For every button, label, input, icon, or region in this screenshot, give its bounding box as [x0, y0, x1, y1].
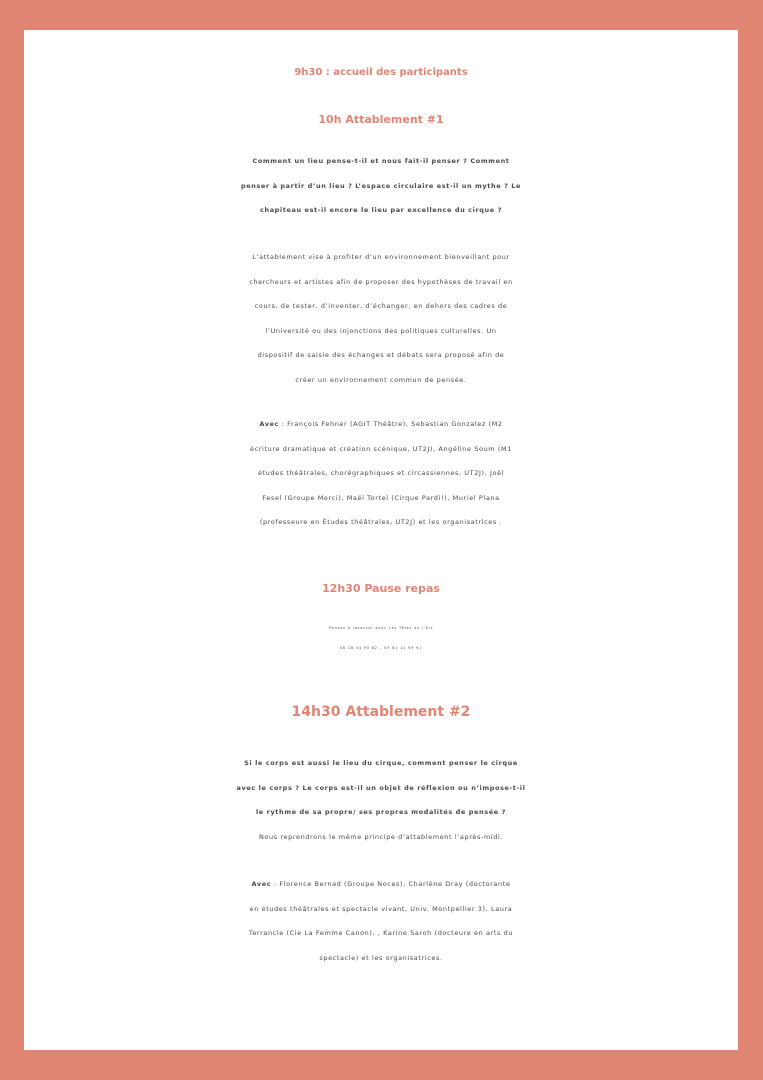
attablement-1-questions — [24, 149, 738, 223]
question-line: le rythme de sa propre/ ses propres modalités de pensée ? — [255, 808, 507, 816]
participants-line: Terrancle (Cie La Femme Canon), , Karine Saroh (docteure en arts du — [248, 929, 514, 937]
participants-line: (professeure en Études théâtrales, UT2J) et les organisatrices . — [259, 518, 503, 526]
question-line: chapiteau est-il encore le lieu par excellence du cirque ? — [260, 206, 502, 214]
participants-line: écriture dramatique et création scénique, UT2J), Angéline Soum (M1 — [250, 444, 512, 453]
principle-line: Nous reprendrons le même principe d’attablement l’après-midi. — [258, 832, 504, 841]
participants-first: : Florence Bernad (Groupe Noces), Charlène Dray (doctorante — [271, 880, 511, 888]
lunch-info — [24, 618, 738, 658]
question-line: Comment un lieu pense-t-il et nous fait-il penser ? Comment — [252, 157, 510, 165]
attablement-2-participants — [24, 872, 738, 970]
participants-line: spectacle) et les organisatrices. — [319, 953, 443, 962]
lunch-heading: 12h30 Pause repas — [322, 582, 440, 595]
participants-line — [24, 412, 738, 437]
description-line: créer un environnement commun de pensée. — [295, 375, 467, 384]
participants-line: en études théâtrales et spectacle vivant, Univ. Montpellier 3), Laura — [249, 904, 513, 913]
avec-label: Avec — [259, 420, 280, 428]
participants-first: : François Fehner (AGIT Théâtre), Sebastian Gonzalez (M2 — [279, 420, 503, 428]
question-line: Si le corps est aussi le lieu du cirque, comment penser le cirque — [244, 759, 518, 767]
description-line: cours, de tester, d’inventer, d’échanger, en dehors des cadres de — [254, 302, 508, 310]
attablement-1-heading: 10h Attablement #1 — [318, 113, 444, 126]
program-card — [24, 30, 738, 1050]
attablement-1-participants — [24, 412, 738, 535]
participants-line — [24, 872, 738, 897]
participants-line: Fesel (Groupe Merci), Maël Tortel (Cirque Pardi!), Muriel Plana — [262, 493, 500, 502]
avec-label: Avec — [251, 880, 272, 888]
attablement-1-description — [24, 245, 738, 392]
question-line: penser à partir d’un lieu ? L’espace circulaire est-il un mythe ? Le — [240, 181, 522, 190]
description-line: L’attablement vise à profiter d’un environnement bienveillant pour — [252, 253, 510, 261]
accueil-heading: 9h30 : accueil des participants — [294, 67, 468, 78]
lunch-note: Pensez à réserver avec Les Têtes de l'Art — [328, 626, 434, 630]
description-line: l’Université ou des injonctions des politiques culturelles. Un — [265, 326, 497, 335]
description-line: chercheurs et artistes afin de proposer des hypothèses de travail en — [249, 277, 513, 286]
participants-line: études théâtrales, chorégraphiques et circassiennes, UT2J), Joël — [257, 469, 505, 477]
question-line: avec le corps ? Le corps est-il un objet de réflexion ou n’impose-t-il — [236, 783, 526, 792]
attablement-2-heading: 14h30 Attablement #2 — [291, 704, 471, 720]
lunch-phones: 06 18 34 90 82 – 09 81 14 99 91 — [339, 646, 423, 650]
attablement-2-questions — [24, 751, 738, 849]
description-line: dispositif de saisie des échanges et débats sera proposé afin de — [257, 351, 505, 359]
